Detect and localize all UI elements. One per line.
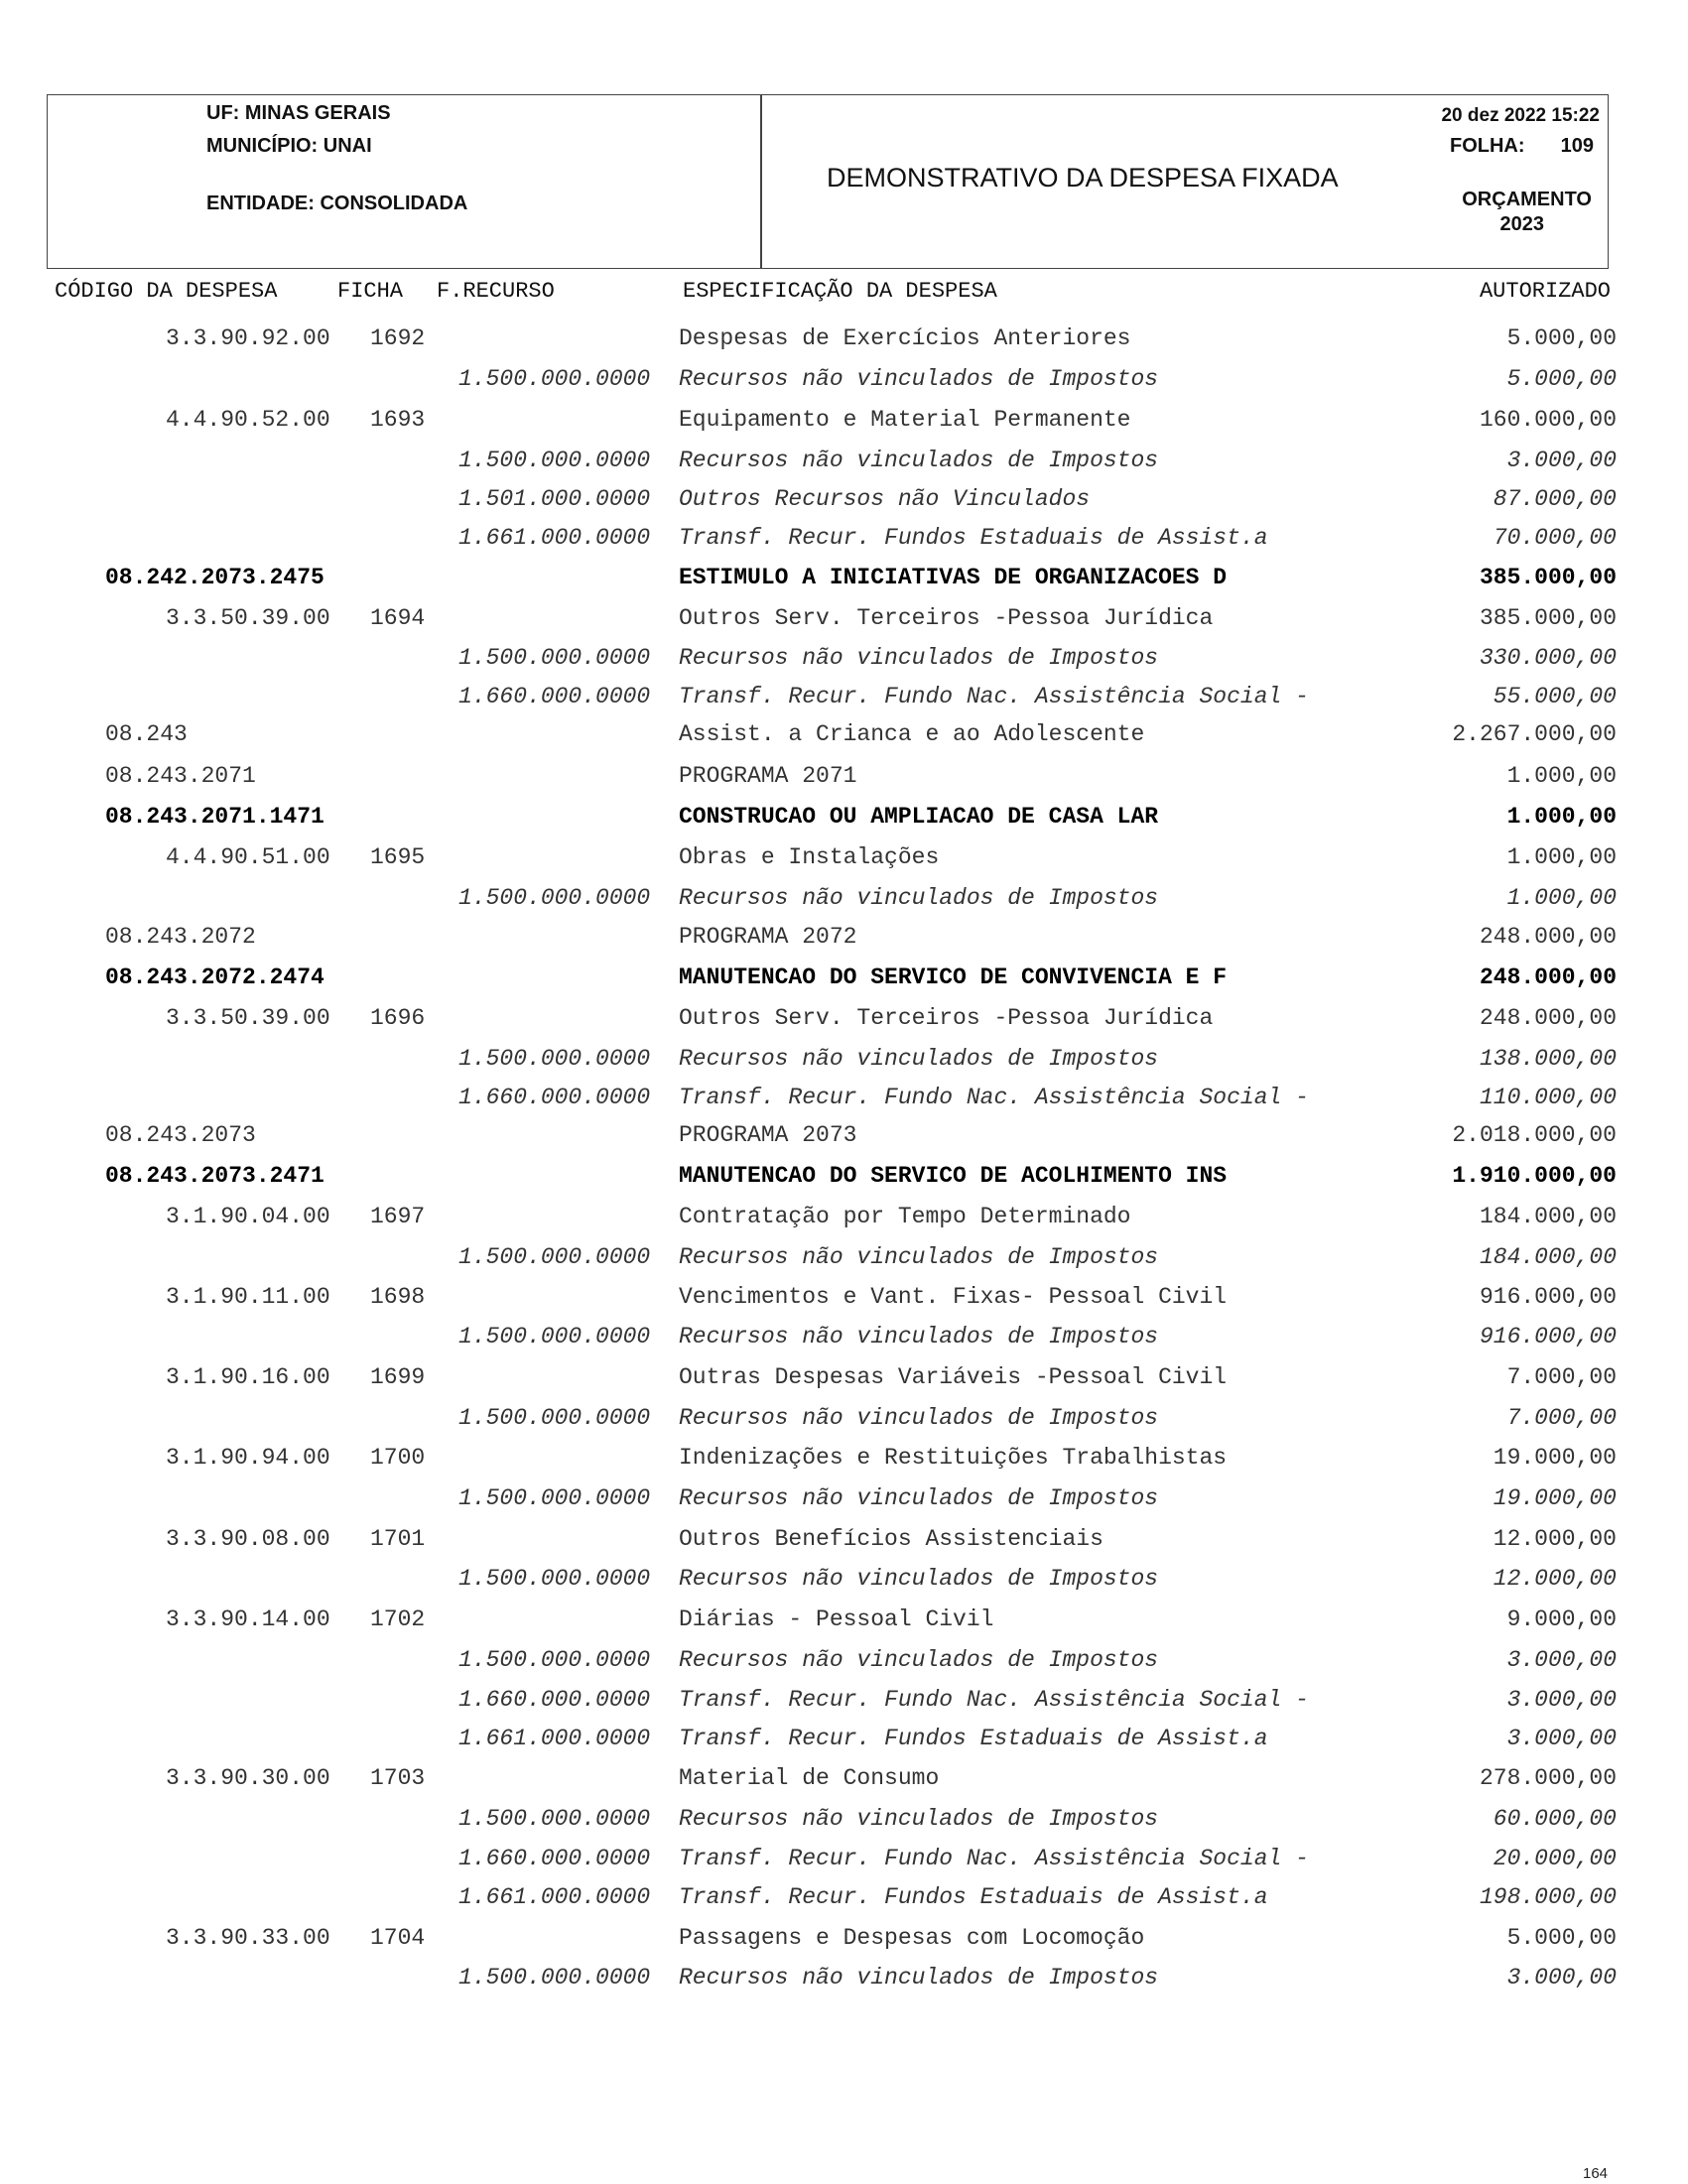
ficha-number: 1694	[370, 605, 426, 631]
fonte-recurso: 1.500.000.0000	[458, 1566, 651, 1592]
ficha-number: 1696	[370, 1005, 426, 1031]
expense-code: 08.243.2071.1471	[105, 804, 325, 830]
expense-description: CONSTRUCAO OU AMPLIACAO DE CASA LAR	[679, 804, 1159, 830]
table-row	[0, 713, 1688, 753]
table-row	[0, 1798, 1688, 1838]
table-row	[0, 1838, 1688, 1877]
entidade-label: ENTIDADE: CONSOLIDADA	[206, 193, 468, 214]
authorized-value: 160.000,00	[1479, 407, 1617, 433]
report-datetime: 20 dez 2022 15:22	[1441, 105, 1600, 126]
fonte-recurso: 1.500.000.0000	[458, 448, 651, 473]
authorized-value: 7.000,00	[1506, 1364, 1617, 1390]
authorized-value: 278.000,00	[1479, 1765, 1617, 1791]
table-row	[0, 1757, 1688, 1797]
authorized-value: 916.000,00	[1479, 1284, 1617, 1310]
expense-code: 08.243	[105, 721, 188, 747]
expense-description: Transf. Recur. Fundos Estaduais de Assist.a	[679, 525, 1268, 551]
expense-code: 08.242.2073.2475	[105, 565, 325, 590]
authorized-value: 9.000,00	[1506, 1606, 1617, 1632]
ficha-number: 1702	[370, 1606, 426, 1632]
expense-code: 3.1.90.16.00	[166, 1364, 330, 1390]
expense-description: Recursos não vinculados de Impostos	[679, 1566, 1159, 1592]
table-row	[0, 1356, 1688, 1396]
table-row	[0, 1957, 1688, 1996]
expense-code: 4.4.90.51.00	[166, 844, 330, 870]
expense-description: Obras e Instalações	[679, 844, 940, 870]
authorized-value: 2.018.000,00	[1452, 1122, 1617, 1148]
authorized-value: 12.000,00	[1493, 1566, 1617, 1592]
orcamento-label: ORÇAMENTO	[1462, 189, 1592, 210]
folha-label: FOLHA:	[1450, 135, 1525, 157]
expense-code: 08.243.2073.2471	[105, 1163, 325, 1189]
table-row	[0, 755, 1688, 795]
authorized-value: 3.000,00	[1506, 1647, 1617, 1673]
table-row	[0, 1196, 1688, 1235]
expense-description: Recursos não vinculados de Impostos	[679, 366, 1159, 392]
table-row	[0, 1155, 1688, 1195]
fonte-recurso: 1.500.000.0000	[458, 1965, 651, 1991]
expense-description: PROGRAMA 2072	[679, 924, 857, 950]
fonte-recurso: 1.500.000.0000	[458, 885, 651, 911]
expense-code: 08.243.2072	[105, 924, 256, 950]
table-row	[0, 1236, 1688, 1276]
fonte-recurso: 1.501.000.0000	[458, 486, 651, 512]
expense-code: 3.1.90.04.00	[166, 1204, 330, 1229]
expense-description: Outros Recursos não Vinculados	[679, 486, 1091, 512]
expense-description: Recursos não vinculados de Impostos	[679, 1046, 1159, 1072]
expense-description: Diárias - Pessoal Civil	[679, 1606, 994, 1632]
authorized-value: 12.000,00	[1493, 1526, 1617, 1552]
authorized-value: 198.000,00	[1479, 1884, 1617, 1910]
fonte-recurso: 1.500.000.0000	[458, 1324, 651, 1349]
authorized-value: 184.000,00	[1479, 1244, 1617, 1270]
authorized-value: 5.000,00	[1506, 1925, 1617, 1951]
expense-description: Transf. Recur. Fundos Estaduais de Assist.a	[679, 1726, 1268, 1751]
table-row	[0, 1114, 1688, 1154]
expense-description: Transf. Recur. Fundo Nac. Assistência Social -	[679, 1687, 1309, 1713]
table-row	[0, 676, 1688, 715]
authorized-value: 19.000,00	[1493, 1445, 1617, 1471]
expense-description: Outros Serv. Terceiros -Pessoa Jurídica	[679, 605, 1214, 631]
col-ficha: FICHA	[337, 279, 404, 304]
expense-description: Recursos não vinculados de Impostos	[679, 448, 1159, 473]
authorized-value: 138.000,00	[1479, 1046, 1617, 1072]
table-row	[0, 1316, 1688, 1355]
expense-description: Recursos não vinculados de Impostos	[679, 1485, 1159, 1511]
municipio-label: MUNICÍPIO: UNAI	[206, 135, 372, 157]
authorized-value: 87.000,00	[1493, 486, 1617, 512]
table-row	[0, 1397, 1688, 1437]
table-row	[0, 517, 1688, 557]
ficha-number: 1699	[370, 1364, 426, 1390]
table-row	[0, 1276, 1688, 1316]
table-row	[0, 1558, 1688, 1598]
ficha-number: 1704	[370, 1925, 426, 1951]
col-autorizado: AUTORIZADO	[1479, 279, 1611, 304]
expense-code: 08.243.2071	[105, 763, 256, 789]
fonte-recurso: 1.500.000.0000	[458, 645, 651, 671]
authorized-value: 248.000,00	[1479, 964, 1617, 990]
expense-description: Recursos não vinculados de Impostos	[679, 1647, 1159, 1673]
expense-code: 3.3.90.33.00	[166, 1925, 330, 1951]
expense-code: 3.3.50.39.00	[166, 605, 330, 631]
expense-code: 08.243.2073	[105, 1122, 256, 1148]
table-row	[0, 1917, 1688, 1957]
table-row	[0, 440, 1688, 479]
ficha-number: 1701	[370, 1526, 426, 1552]
expense-code: 3.1.90.94.00	[166, 1445, 330, 1471]
expense-description: MANUTENCAO DO SERVICO DE ACOLHIMENTO INS	[679, 1163, 1228, 1189]
table-row	[0, 957, 1688, 996]
table-row	[0, 1679, 1688, 1719]
authorized-value: 2.267.000,00	[1452, 721, 1617, 747]
expense-description: Recursos não vinculados de Impostos	[679, 1244, 1159, 1270]
expense-description: PROGRAMA 2073	[679, 1122, 857, 1148]
table-row	[0, 597, 1688, 637]
expense-description: Vencimentos e Vant. Fixas- Pessoal Civil	[679, 1284, 1228, 1310]
authorized-value: 5.000,00	[1506, 366, 1617, 392]
fonte-recurso: 1.500.000.0000	[458, 1405, 651, 1431]
fonte-recurso: 1.661.000.0000	[458, 1884, 651, 1910]
expense-description: Outros Serv. Terceiros -Pessoa Jurídica	[679, 1005, 1214, 1031]
authorized-value: 1.000,00	[1506, 844, 1617, 870]
table-row	[0, 1038, 1688, 1078]
fonte-recurso: 1.660.000.0000	[458, 1085, 651, 1110]
expense-code: 3.1.90.11.00	[166, 1284, 330, 1310]
table-row	[0, 877, 1688, 917]
authorized-value: 5.000,00	[1506, 325, 1617, 351]
expense-description: Recursos não vinculados de Impostos	[679, 1806, 1159, 1832]
table-row	[0, 916, 1688, 956]
authorized-value: 3.000,00	[1506, 1687, 1617, 1713]
fonte-recurso: 1.660.000.0000	[458, 1846, 651, 1871]
authorized-value: 1.000,00	[1506, 885, 1617, 911]
expense-description: Recursos não vinculados de Impostos	[679, 1405, 1159, 1431]
table-row	[0, 557, 1688, 596]
report-header	[47, 94, 1609, 269]
folha-number: 109	[1560, 135, 1594, 157]
expense-description: Indenizações e Restituições Trabalhistas	[679, 1445, 1228, 1471]
authorized-value: 1.000,00	[1506, 763, 1617, 789]
expense-description: Recursos não vinculados de Impostos	[679, 1324, 1159, 1349]
authorized-value: 330.000,00	[1479, 645, 1617, 671]
expense-description: Passagens e Despesas com Locomoção	[679, 1925, 1145, 1951]
col-codigo: CÓDIGO DA DESPESA	[55, 279, 278, 304]
expense-description: Contratação por Tempo Determinado	[679, 1204, 1131, 1229]
expense-description: PROGRAMA 2071	[679, 763, 857, 789]
table-row	[0, 399, 1688, 439]
orcamento-year: 2023	[1499, 213, 1544, 235]
table-row	[0, 796, 1688, 835]
authorized-value: 110.000,00	[1479, 1085, 1617, 1110]
expense-description: Equipamento e Material Permanente	[679, 407, 1131, 433]
fonte-recurso: 1.660.000.0000	[458, 684, 651, 709]
table-row	[0, 836, 1688, 876]
expense-code: 3.3.90.08.00	[166, 1526, 330, 1552]
expense-code: 3.3.90.30.00	[166, 1765, 330, 1791]
fonte-recurso: 1.500.000.0000	[458, 1046, 651, 1072]
expense-description: Recursos não vinculados de Impostos	[679, 885, 1159, 911]
table-row	[0, 1437, 1688, 1477]
fonte-recurso: 1.661.000.0000	[458, 525, 651, 551]
table-row	[0, 1639, 1688, 1679]
ficha-number: 1698	[370, 1284, 426, 1310]
ficha-number: 1692	[370, 325, 426, 351]
expense-code: 4.4.90.52.00	[166, 407, 330, 433]
expense-description: Recursos não vinculados de Impostos	[679, 1965, 1159, 1991]
expense-description: Transf. Recur. Fundos Estaduais de Assist.a	[679, 1884, 1268, 1910]
expense-description: Assist. a Crianca e ao Adolescente	[679, 721, 1145, 747]
table-row	[0, 1599, 1688, 1638]
expense-code: 3.3.50.39.00	[166, 1005, 330, 1031]
page-number: 164	[1583, 2165, 1609, 2182]
authorized-value: 385.000,00	[1479, 565, 1617, 590]
authorized-value: 248.000,00	[1479, 924, 1617, 950]
expense-description: Despesas de Exercícios Anteriores	[679, 325, 1131, 351]
table-row	[0, 1477, 1688, 1517]
header-divider	[760, 95, 762, 268]
col-especificacao: ESPECIFICAÇÃO DA DESPESA	[683, 279, 997, 304]
table-row	[0, 1077, 1688, 1116]
table-row	[0, 478, 1688, 518]
expense-description: Material de Consumo	[679, 1765, 940, 1791]
authorized-value: 19.000,00	[1493, 1485, 1617, 1511]
expense-code: 08.243.2072.2474	[105, 964, 325, 990]
authorized-value: 385.000,00	[1479, 605, 1617, 631]
authorized-value: 3.000,00	[1506, 448, 1617, 473]
expense-description: Transf. Recur. Fundo Nac. Assistência Social -	[679, 1846, 1309, 1871]
table-row	[0, 637, 1688, 677]
col-fonte: F.RECURSO	[437, 279, 555, 304]
expense-description: Recursos não vinculados de Impostos	[679, 645, 1159, 671]
expense-description: ESTIMULO A INICIATIVAS DE ORGANIZACOES D	[679, 565, 1228, 590]
authorized-value: 55.000,00	[1493, 684, 1617, 709]
fonte-recurso: 1.500.000.0000	[458, 1485, 651, 1511]
authorized-value: 916.000,00	[1479, 1324, 1617, 1349]
authorized-value: 1.910.000,00	[1452, 1163, 1617, 1189]
ficha-number: 1695	[370, 844, 426, 870]
fonte-recurso: 1.500.000.0000	[458, 366, 651, 392]
uf-label: UF: MINAS GERAIS	[206, 102, 391, 124]
fonte-recurso: 1.500.000.0000	[458, 1647, 651, 1673]
expense-description: Transf. Recur. Fundo Nac. Assistência Social -	[679, 684, 1309, 709]
table-row	[0, 1518, 1688, 1558]
report-title: DEMONSTRATIVO DA DESPESA FIXADA	[827, 163, 1339, 193]
authorized-value: 184.000,00	[1479, 1204, 1617, 1229]
fonte-recurso: 1.661.000.0000	[458, 1726, 651, 1751]
expense-description: MANUTENCAO DO SERVICO DE CONVIVENCIA E F	[679, 964, 1228, 990]
expense-description: Transf. Recur. Fundo Nac. Assistência Social -	[679, 1085, 1309, 1110]
expense-description: Outras Despesas Variáveis -Pessoal Civil	[679, 1364, 1228, 1390]
fonte-recurso: 1.500.000.0000	[458, 1244, 651, 1270]
fonte-recurso: 1.500.000.0000	[458, 1806, 651, 1832]
table-row	[0, 997, 1688, 1037]
authorized-value: 1.000,00	[1506, 804, 1617, 830]
authorized-value: 70.000,00	[1493, 525, 1617, 551]
authorized-value: 60.000,00	[1493, 1806, 1617, 1832]
fonte-recurso: 1.660.000.0000	[458, 1687, 651, 1713]
authorized-value: 3.000,00	[1506, 1726, 1617, 1751]
expense-code: 3.3.90.92.00	[166, 325, 330, 351]
authorized-value: 248.000,00	[1479, 1005, 1617, 1031]
authorized-value: 7.000,00	[1506, 1405, 1617, 1431]
ficha-number: 1693	[370, 407, 426, 433]
table-row	[0, 1718, 1688, 1757]
authorized-value: 20.000,00	[1493, 1846, 1617, 1871]
expense-description: Outros Benefícios Assistenciais	[679, 1526, 1104, 1552]
table-row	[0, 318, 1688, 357]
authorized-value: 3.000,00	[1506, 1965, 1617, 1991]
expense-code: 3.3.90.14.00	[166, 1606, 330, 1632]
table-row	[0, 358, 1688, 398]
ficha-number: 1703	[370, 1765, 426, 1791]
table-row	[0, 1876, 1688, 1916]
ficha-number: 1697	[370, 1204, 426, 1229]
ficha-number: 1700	[370, 1445, 426, 1471]
